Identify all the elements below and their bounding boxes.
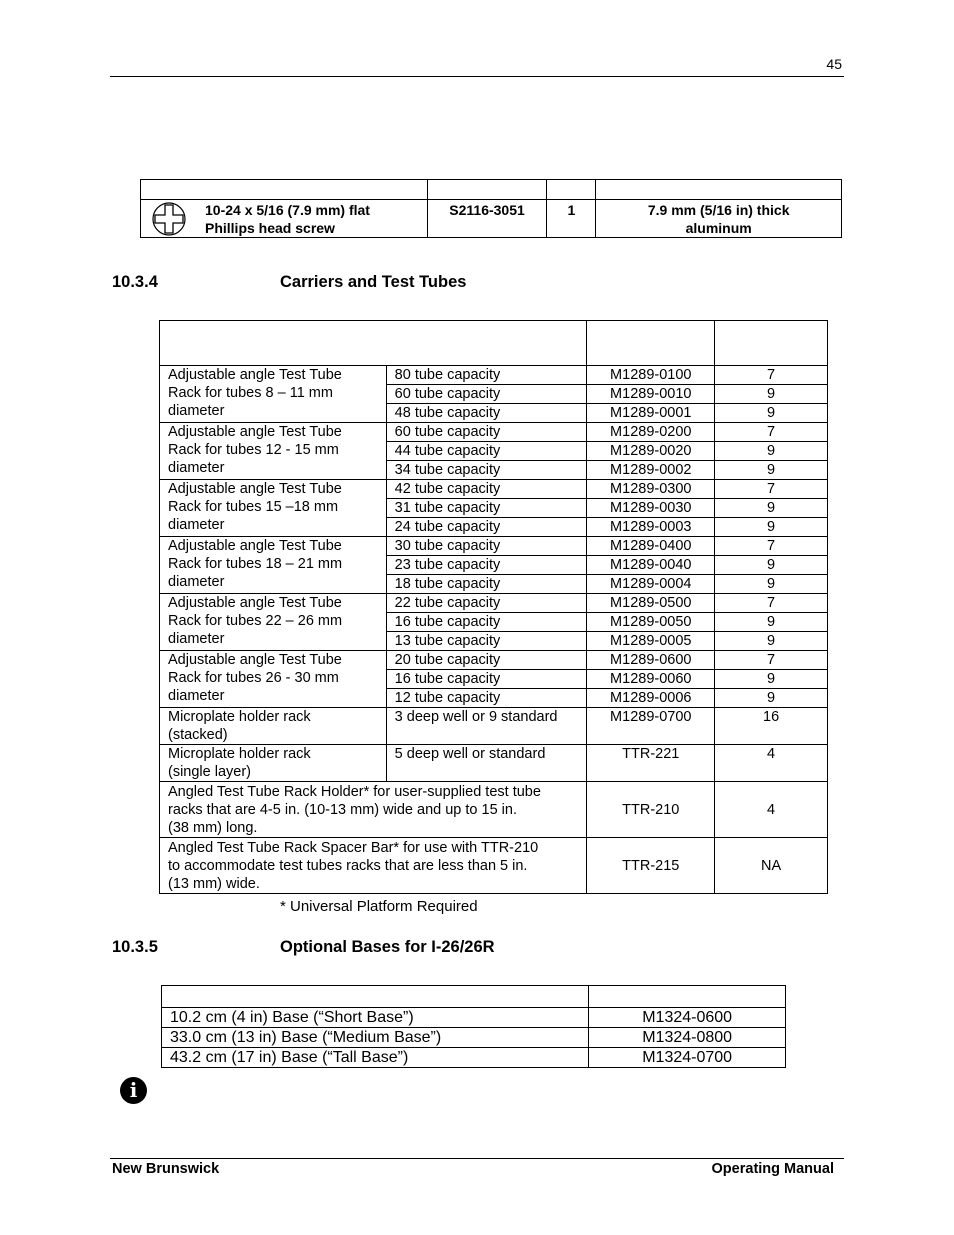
hardware-table [140,179,842,238]
accessory-quantity: 4 [715,782,828,838]
carrier-capacity: 48 tube capacity [386,404,587,423]
carrier-description-line: Rack for tubes 12 - 15 mm [168,442,339,458]
carrier-capacity: 80 tube capacity [386,366,587,385]
footer-document-title: Operating Manual [711,1161,834,1177]
accessory-description [160,838,587,894]
carrier-part-number: M1289-0030 [587,499,715,518]
carrier-description-line: diameter [168,574,225,590]
carrier-quantity: 9 [715,499,828,518]
hardware-note-line2: aluminum [685,220,752,236]
carrier-description-line: Rack for tubes 22 – 26 mm [168,613,343,629]
carriers-table [159,320,828,894]
carrier-description-line: diameter [168,403,225,419]
carrier-part-number: M1289-0200 [587,423,715,442]
carriers-table-header-row [160,321,828,366]
hardware-row [141,200,842,238]
header-rule [110,76,844,77]
carrier-quantity: 9 [715,575,828,594]
carrier-description [160,480,387,537]
carrier-capacity: 31 tube capacity [386,499,587,518]
carrier-quantity: 9 [715,385,828,404]
microplate-description-line: Microplate holder rack [168,746,311,762]
carrier-part-number: M1289-0060 [587,670,715,689]
carrier-quantity: 9 [715,689,828,708]
carrier-capacity: 34 tube capacity [386,461,587,480]
carrier-part-number: M1289-0001 [587,404,715,423]
carrier-description-line: diameter [168,688,225,704]
base-part-number: M1324-0800 [589,1028,786,1048]
carrier-capacity: 13 tube capacity [386,632,587,651]
accessory-part-number: TTR-210 [587,782,715,838]
base-part-number: M1324-0600 [589,1008,786,1028]
carriers-footnote: * Universal Platform Required [280,898,478,915]
carrier-description-line: Rack for tubes 26 - 30 mm [168,670,339,686]
carrier-row [160,594,828,613]
microplate-description-line: Microplate holder rack [168,709,311,725]
carrier-description-line: Adjustable angle Test Tube [168,538,342,554]
carrier-capacity: 60 tube capacity [386,385,587,404]
base-row [162,1028,786,1048]
info-icon: i [120,1077,147,1104]
carrier-part-number: M1289-0006 [587,689,715,708]
section-number-bases: 10.3.5 [112,938,158,956]
carrier-description-line: Adjustable angle Test Tube [168,595,342,611]
carrier-part-number: M1289-0500 [587,594,715,613]
carrier-description-line: Adjustable angle Test Tube [168,481,342,497]
carrier-capacity: 16 tube capacity [386,670,587,689]
accessory-description-line: Angled Test Tube Rack Spacer Bar* for use with TTR-210 [168,840,539,856]
carrier-capacity: 23 tube capacity [386,556,587,575]
microplate-quantity: 16 [715,708,828,745]
carrier-quantity: 9 [715,461,828,480]
carrier-capacity: 20 tube capacity [386,651,587,670]
section-title-bases: Optional Bases for I-26/26R [280,938,495,956]
bases-table [161,985,786,1068]
microplate-description [160,745,387,782]
carrier-row [160,423,828,442]
carrier-capacity: 18 tube capacity [386,575,587,594]
carrier-description-line: Adjustable angle Test Tube [168,367,342,383]
carrier-part-number: M1289-0005 [587,632,715,651]
microplate-description-line: (stacked) [168,727,228,743]
carrier-part-number: M1289-0020 [587,442,715,461]
carrier-capacity: 12 tube capacity [386,689,587,708]
carrier-quantity: 7 [715,480,828,499]
carrier-description-line: diameter [168,631,225,647]
base-description: 43.2 cm (17 in) Base (“Tall Base”) [162,1048,589,1068]
carrier-part-number: M1289-0003 [587,518,715,537]
carrier-row [160,366,828,385]
carrier-part-number: M1289-0400 [587,537,715,556]
carrier-part-number: M1289-0002 [587,461,715,480]
microplate-capacity: 3 deep well or 9 standard [386,708,587,745]
carrier-description-line: diameter [168,517,225,533]
carrier-capacity: 22 tube capacity [386,594,587,613]
microplate-part-number: TTR-221 [587,745,715,782]
carrier-quantity: 7 [715,366,828,385]
carrier-capacity: 60 tube capacity [386,423,587,442]
accessory-description-line: (13 mm) wide. [168,876,260,892]
microplate-row [160,745,828,782]
hardware-table-header-row [141,180,842,200]
carrier-quantity: 9 [715,556,828,575]
microplate-capacity: 5 deep well or standard [386,745,587,782]
microplate-description [160,708,387,745]
carrier-row [160,651,828,670]
base-row [162,1048,786,1068]
hardware-quantity: 1 [547,200,596,238]
carrier-quantity: 9 [715,518,828,537]
carrier-capacity: 44 tube capacity [386,442,587,461]
carrier-description [160,537,387,594]
carrier-part-number: M1289-0010 [587,385,715,404]
carrier-quantity: 9 [715,632,828,651]
carrier-row [160,480,828,499]
accessory-part-number: TTR-215 [587,838,715,894]
carrier-capacity: 30 tube capacity [386,537,587,556]
base-row [162,1008,786,1028]
base-description: 10.2 cm (4 in) Base (“Short Base”) [162,1008,589,1028]
base-part-number: M1324-0700 [589,1048,786,1068]
hardware-part-number: S2116-3051 [427,200,547,238]
accessory-row [160,838,828,894]
page-number: 45 [826,56,842,72]
carrier-description-line: Adjustable angle Test Tube [168,652,342,668]
footer-rule [110,1158,844,1159]
carrier-quantity: 7 [715,651,828,670]
microplate-row [160,708,828,745]
carrier-capacity: 42 tube capacity [386,480,587,499]
hardware-description-line2: Phillips head screw [205,220,335,236]
microplate-quantity: 4 [715,745,828,782]
accessory-quantity: NA [715,838,828,894]
carrier-capacity: 24 tube capacity [386,518,587,537]
carrier-capacity: 16 tube capacity [386,613,587,632]
carrier-description-line: Rack for tubes 18 – 21 mm [168,556,343,572]
hardware-note-line1: 7.9 mm (5/16 in) thick [647,202,790,218]
carrier-quantity: 7 [715,423,828,442]
base-description: 33.0 cm (13 in) Base (“Medium Base”) [162,1028,589,1048]
carrier-part-number: M1289-0050 [587,613,715,632]
carrier-part-number: M1289-0300 [587,480,715,499]
carrier-quantity: 7 [715,594,828,613]
carrier-description-line: Rack for tubes 8 – 11 mm [168,385,333,401]
microplate-part-number: M1289-0700 [587,708,715,745]
footer-company: New Brunswick [112,1161,220,1177]
section-number-carriers: 10.3.4 [112,273,158,291]
bases-table-header-row [162,986,786,1008]
carrier-part-number: M1289-0100 [587,366,715,385]
carrier-quantity: 9 [715,404,828,423]
carrier-part-number: M1289-0004 [587,575,715,594]
carrier-description [160,594,387,651]
accessory-description [160,782,587,838]
accessory-description-line: to accommodate test tubes racks that are less than 5 in. [168,858,528,874]
carrier-row [160,537,828,556]
accessory-description-line: racks that are 4-5 in. (10-13 mm) wide and up to 15 in. [168,802,517,818]
carrier-quantity: 9 [715,442,828,461]
carrier-description [160,366,387,423]
accessory-description-line: (38 mm) long. [168,820,258,836]
phillips-screw-head-icon [151,201,187,237]
microplate-description-line: (single layer) [168,764,251,780]
carrier-description-line: Rack for tubes 15 –18 mm [168,499,339,515]
carrier-description-line: Adjustable angle Test Tube [168,424,342,440]
carrier-quantity: 9 [715,670,828,689]
carrier-quantity: 7 [715,537,828,556]
carrier-part-number: M1289-0040 [587,556,715,575]
hardware-description-line1: 10-24 x 5/16 (7.9 mm) flat [205,202,370,218]
accessory-row [160,782,828,838]
carrier-description [160,423,387,480]
section-title-carriers: Carriers and Test Tubes [280,273,467,291]
carrier-quantity: 9 [715,613,828,632]
accessory-description-line: Angled Test Tube Rack Holder* for user-supplied test tube [168,784,541,800]
carrier-description-line: diameter [168,460,225,476]
carrier-description [160,651,387,708]
carrier-part-number: M1289-0600 [587,651,715,670]
